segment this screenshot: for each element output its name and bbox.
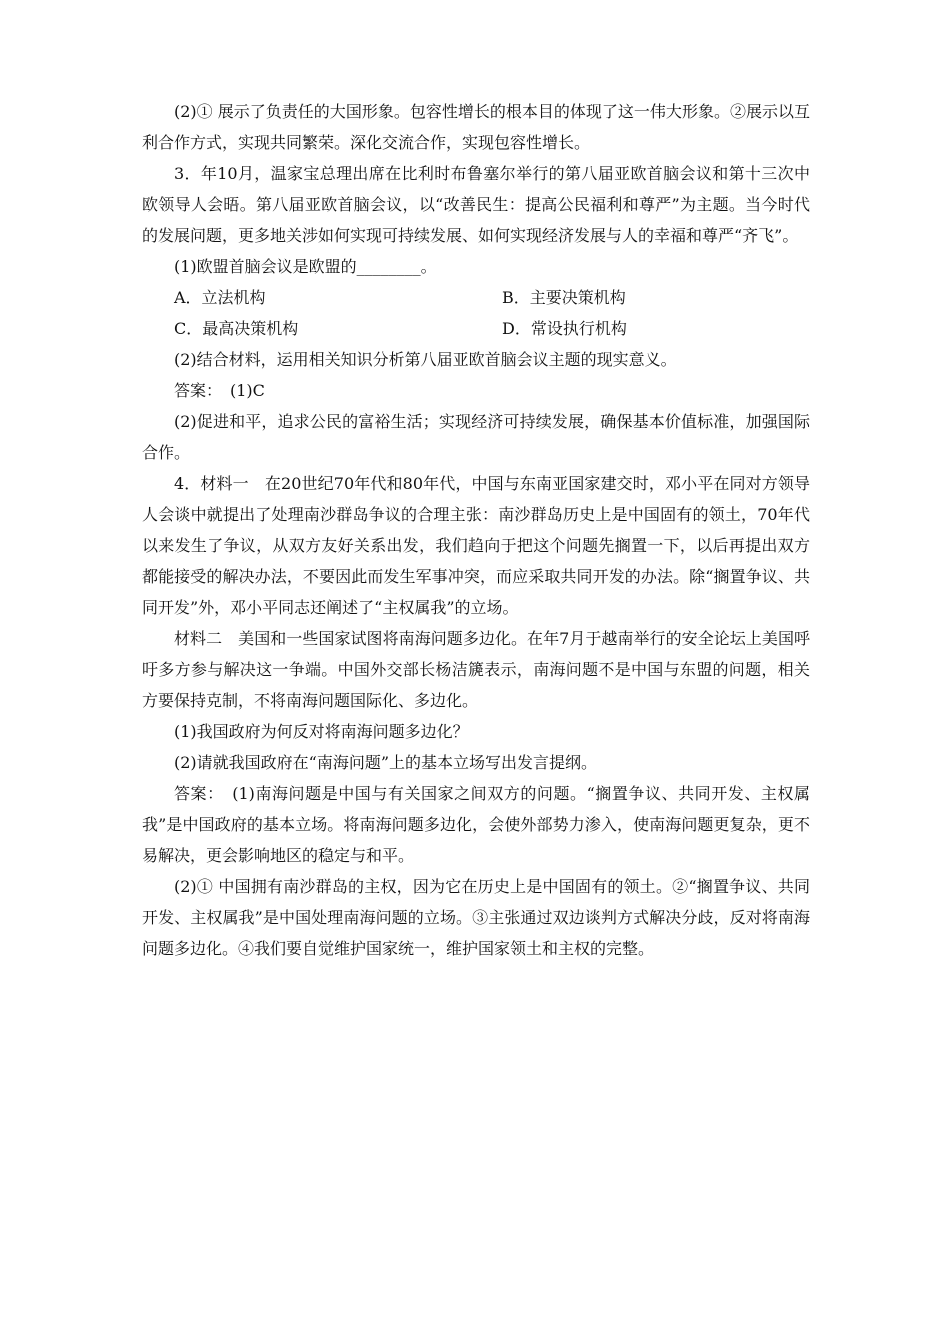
paragraph-material-2: 材料二 美国和一些国家试图将南海问题多边化。在年7月于越南举行的安全论坛上美国呼吁多方参与解决这一争端。中国外交部长杨洁篪表示，南海问题不是中国与东盟的问题，相关方要保持克制，不将南海问题国际化、多边化。 (142, 629, 810, 710)
option-a: A．立法机构 (174, 288, 266, 307)
answer-q4-part1: 答案： (1)南海问题是中国与有关国家之间双方的问题。“搁置争议、共同开发、主权属我”是中国政府的基本立场。将南海问题多边化，会使外部势力渗入，使南海问题更复杂，更不易解决，更会影响地区的稳定与和平。 (142, 784, 810, 865)
option-d: D．常设执行机构 (502, 319, 627, 338)
paragraph-question-3: 3．年10月，温家宝总理出席在比利时布鲁塞尔举行的第八届亚欧首脑会议和第十三次中欧领导人会晤。第八届亚欧首脑会议，以“改善民生：提高公民福利和尊严”为主题。当今时代的发展问题，更多地关涉如何实现可持续发展、如何实现经济发展与人的幸福和尊严“齐飞”。 (142, 164, 810, 245)
options-row-1 (142, 282, 810, 313)
sub-question-q4-1: (1)我国政府为何反对将南海问题多边化？ (174, 722, 469, 741)
options-row-2 (142, 313, 810, 344)
option-c: C．最高决策机构 (174, 319, 299, 338)
answer-part-2: (2)促进和平，追求公民的富裕生活；实现经济可持续发展，确保基本价值标准，加强国际合作。 (142, 412, 810, 462)
document-body (142, 96, 810, 964)
paragraph-answer-q2-part2: (2)① 展示了负责任的大国形象。包容性增长的根本目的体现了这一伟大形象。②展示以互利合作方式，实现共同繁荣。深化交流合作，实现包容性增长。 (142, 102, 810, 152)
answer-line: 答案： (1)C (174, 381, 265, 400)
answer-q4-part2: (2)① 中国拥有南沙群岛的主权，因为它在历史上是中国固有的领土。②“搁置争议、共同开发、主权属我”是中国处理南海问题的立场。③主张通过双边谈判方式解决分歧，反对将南海问题多边化。④我们要自觉维护国家统一，维护国家领土和主权的完整。 (142, 877, 810, 958)
sub-question-1: (1)欧盟首脑会议是欧盟的________。 (174, 257, 437, 276)
sub-question-q4-2: (2)请就我国政府在“南海问题”上的基本立场写出发言提纲。 (174, 753, 598, 772)
option-b: B．主要决策机构 (502, 288, 626, 307)
paragraph-question-4: 4．材料一 在20世纪70年代和80年代，中国与东南亚国家建交时，邓小平在同对方领导人会谈中就提出了处理南沙群岛争议的合理主张：南沙群岛历史上是中国固有的领土，70年代以来发生了争议，从双方友好关系出发，我们趋向于把这个问题先搁置一下，以后再提出双方都能接受的解决办法，不要因此而发生军事冲突，而应采取共同开发的办法。除“搁置争议、共同开发”外，邓小平同志还阐述了“主权属我”的立场。 (142, 474, 810, 617)
sub-question-2: (2)结合材料，运用相关知识分析第八届亚欧首脑会议主题的现实意义。 (174, 350, 677, 369)
